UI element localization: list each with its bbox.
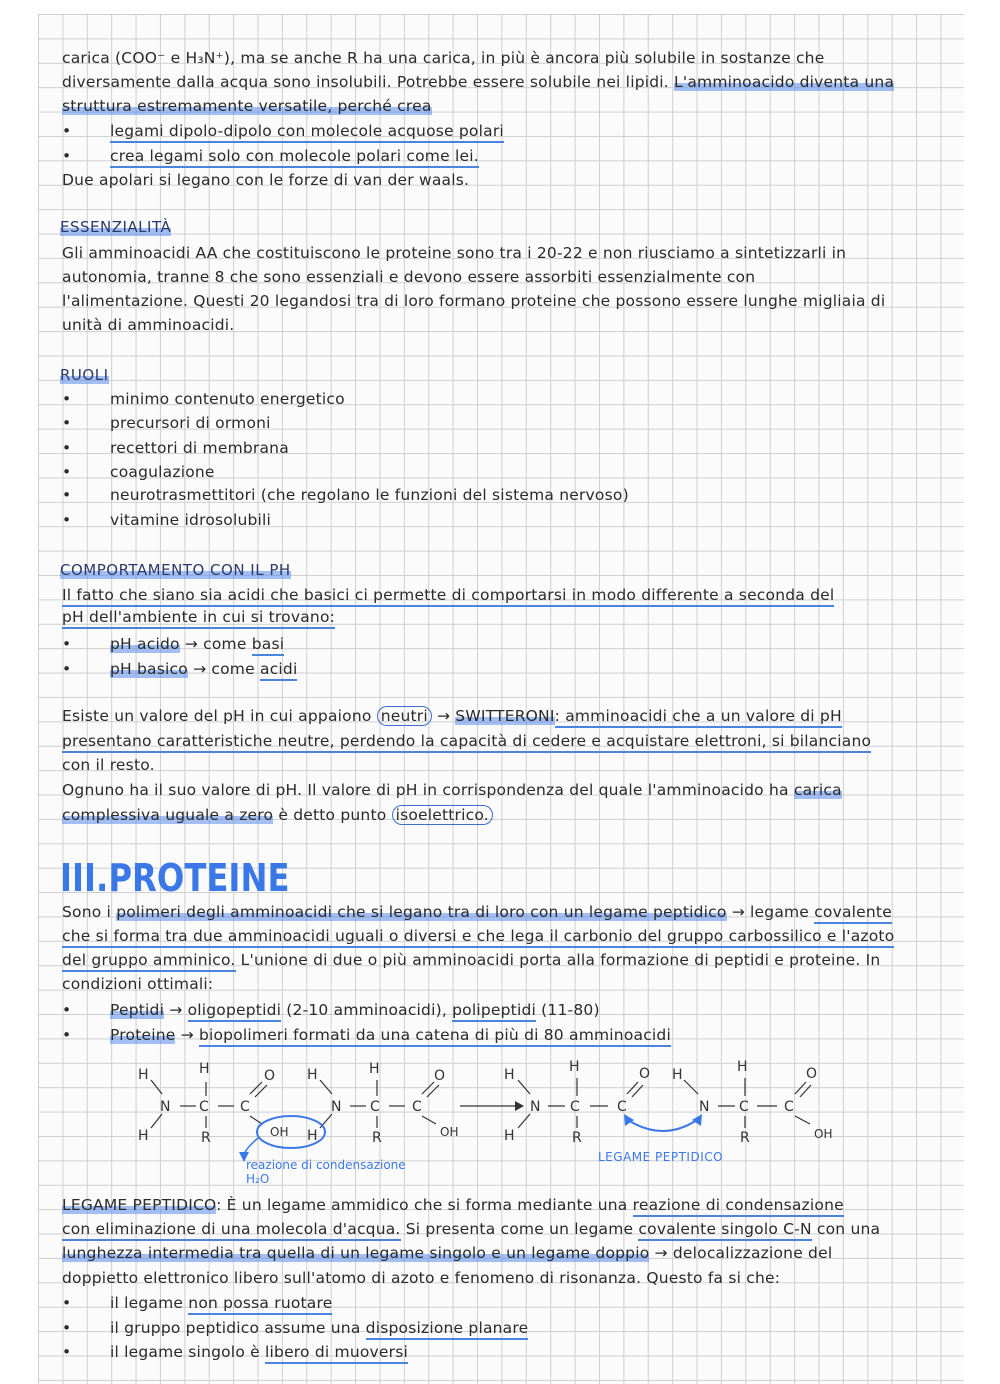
ruoli-item: vitamine idrosolubili — [110, 511, 272, 529]
atom-label: H — [138, 1128, 149, 1144]
prot-line-4: condizioni ottimali: — [62, 975, 214, 993]
atom-label: OH — [814, 1127, 833, 1141]
ph-para-line-4: Ognuno ha il suo valore di pH. Il valore di pH in corrispondenza del quale l'amminoacido ha carica — [62, 781, 842, 799]
atom-label: H — [199, 1061, 210, 1077]
atom-label: O — [264, 1068, 276, 1084]
atom-label: H — [307, 1128, 318, 1144]
ruoli-item: precursori di ormoni — [110, 414, 271, 432]
prot-line-2: che si forma tra due amminoacidi uguali o diversi e che lega il carbonio del gruppo carbossilico e l'azoto — [62, 926, 894, 946]
atom-label: H — [307, 1067, 318, 1083]
bullet-dot: • — [62, 414, 72, 432]
prot-line-3: del gruppo amminico. L'unione di due o più amminoacidi porta alla formazione di peptidi e proteine. In — [62, 950, 880, 970]
prot-bullet-proteine: Proteine → biopolimeri formati da una catena di più di 80 amminoacidi — [110, 1025, 671, 1045]
atom-label: R — [572, 1130, 582, 1146]
ruoli-item: neurotrasmettitori (che regolano le funzioni del sistema nervoso) — [110, 486, 629, 504]
atom-label: R — [740, 1130, 750, 1146]
intro-bullet-1: legami dipolo-dipolo con molecole acquose polari — [110, 121, 504, 141]
peptide-bond-arc — [628, 1120, 697, 1131]
intro-line-4: Due apolari si legano con le forze di van der waals. — [62, 171, 470, 189]
ph-para-line-5: complessiva uguale a zero è detto punto isoelettrico. — [62, 805, 493, 825]
atom-label: C — [199, 1099, 209, 1115]
section-heading-ph: COMPORTAMENTO CON IL PH — [60, 561, 291, 579]
legame-bullet-3: il legame singolo è libero di muoversi — [110, 1342, 408, 1362]
bullet-dot: • — [62, 390, 72, 408]
intro-line-3: struttura estremamente versatile, perché crea — [62, 97, 432, 115]
atom-label: H — [569, 1059, 580, 1075]
ruoli-item: coagulazione — [110, 463, 215, 481]
bullet-dot: • — [62, 1343, 72, 1361]
bullet-dot: • — [62, 511, 72, 529]
atom-label: C — [617, 1099, 627, 1115]
atom-label: O — [434, 1068, 446, 1084]
ph-para-line-1: Esiste un valore del pH in cui appaiono neutri → SWITTERONI: amminoacidi che a un valore di pH — [62, 706, 842, 726]
atom-label: OH — [440, 1125, 459, 1139]
ph-bullet-basico: pH basico → come acidi — [110, 659, 297, 679]
atom-label: H — [369, 1061, 380, 1077]
legame-bullet-1: il legame non possa ruotare — [110, 1293, 332, 1313]
ph-line-2: pH dell'ambiente in cui si trovano: — [62, 607, 335, 627]
bullet-dot: • — [62, 660, 72, 678]
legame-line-4: doppietto elettronico libero sull'atomo di azoto e fenomeno di risonanza. Questo fa si che: — [62, 1269, 781, 1287]
atom-label: C — [412, 1099, 422, 1115]
bullet-dot: • — [62, 486, 72, 504]
atom-label: C — [784, 1099, 794, 1115]
bullet-dot: • — [62, 1294, 72, 1312]
ph-para-line-2: presentano caratteristiche neutre, perdendo la capacità di cedere e acquistare elettroni, si bilanciano — [62, 731, 871, 751]
bullet-dot: • — [62, 1026, 72, 1044]
section-heading-ruoli: RUOLI — [60, 366, 109, 384]
atom-label: C — [370, 1099, 380, 1115]
atom-label: H — [138, 1067, 149, 1083]
legame-line-3: lunghezza intermedia tra quella di un legame singolo e un legame doppio → delocalizzazione del — [62, 1244, 833, 1262]
prot-line-1: Sono i polimeri degli amminoacidi che si legano tra di loro con un legame peptidico → legame covalente — [62, 902, 892, 922]
atom-label: N — [160, 1099, 171, 1115]
ph-bullet-acido: pH acido → come basi — [110, 634, 284, 654]
atom-label: R — [201, 1130, 211, 1146]
ph-line-1: Il fatto che siano sia acidi che basici ci permette di comportarsi in modo differente a seconda del — [62, 585, 834, 605]
bullet-dot: • — [62, 635, 72, 653]
reaction-label: reazione di condensazione H₂O — [246, 1158, 406, 1186]
bullet-dot: • — [62, 1001, 72, 1019]
intro-bullet-2: crea legami solo con molecole polari come lei. — [110, 146, 479, 166]
atom-label: H — [672, 1067, 683, 1083]
bullet-dot: • — [62, 1319, 72, 1337]
legame-line-2: con eliminazione di una molecola d'acqua. Si presenta come un legame covalente singolo C-N con una — [62, 1219, 880, 1239]
essenz-line-1: Gli amminoacidi AA che costituiscono le proteine sono tra i 20-22 e non riusciamo a sintetizzarli in — [62, 244, 847, 262]
atom-label: N — [331, 1099, 342, 1115]
bullet-dot: • — [62, 463, 72, 481]
atom-label: C — [739, 1099, 749, 1115]
ruoli-item: recettori di membrana — [110, 439, 289, 457]
prot-bullet-peptidi: Peptidi → oligopeptidi (2-10 amminoacidi), polipeptidi (11-80) — [110, 1000, 600, 1020]
atom-label: OH — [270, 1125, 289, 1139]
intro-line-2: diversamente dalla acqua sono insolubili. Potrebbe essere solubile nei lipidi. L'amminoacido diventa una — [62, 73, 895, 91]
bullet-dot: • — [62, 439, 72, 457]
atom-label: H — [504, 1128, 515, 1144]
ruoli-item: minimo contenuto energetico — [110, 390, 345, 408]
legame-line-1: LEGAME PEPTIDICO: È un legame ammidico che si forma mediante una reazione di condensazione — [62, 1195, 844, 1215]
atom-label: R — [372, 1130, 382, 1146]
atom-label: N — [530, 1099, 541, 1115]
atom-label: O — [639, 1066, 651, 1082]
atom-label: O — [806, 1066, 818, 1082]
bullet-dot: • — [62, 147, 72, 165]
section-heading-essenzialita: ESSENZIALITÀ — [60, 218, 172, 236]
atom-label: C — [570, 1099, 580, 1115]
essenz-line-3: l'alimentazione. Questi 20 legandosi tra di loro formano proteine che possono essere lunghe migliaia di — [62, 292, 886, 310]
atom-label: H — [504, 1067, 515, 1083]
atom-label: H — [737, 1059, 748, 1075]
ph-para-line-3: con il resto. — [62, 756, 155, 774]
intro-line-1: carica (COO⁻ e H₃N⁺), ma se anche R ha una carica, in più è ancora più solubile in sostanze che — [62, 49, 825, 67]
essenz-line-4: unità di amminoacidi. — [62, 316, 235, 334]
atom-label: N — [699, 1099, 710, 1115]
page-title-proteine: III.PROTEINE — [60, 856, 290, 900]
atom-label: C — [240, 1099, 250, 1115]
peptide-bond-label: LEGAME PEPTIDICO — [598, 1150, 724, 1164]
bullet-dot: • — [62, 122, 72, 140]
essenz-line-2: autonomia, tranne 8 che sono essenziali e devono essere assorbiti essenzialmente con — [62, 268, 756, 286]
legame-bullet-2: il gruppo peptidico assume una disposizione planare — [110, 1318, 528, 1338]
